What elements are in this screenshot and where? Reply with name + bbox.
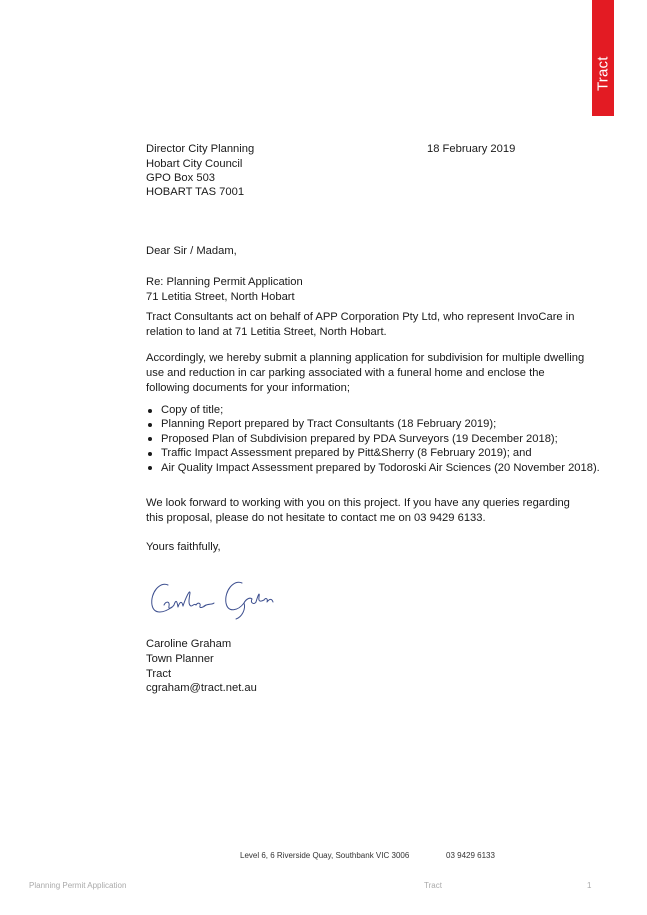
recipient-line: HOBART TAS 7001 (146, 186, 245, 198)
list-item: Copy of title; (146, 403, 600, 417)
signatory-email[interactable]: cgraham@tract.net.au (146, 682, 257, 694)
body-paragraph-1: Tract Consultants act on behalf of APP Corporation Pty Ltd, who represent InvoCare in relation to land at 71 Letitia Street, North Hobart. (146, 311, 575, 338)
footer-company: Tract (424, 881, 442, 890)
footer-document-title: Planning Permit Application (29, 881, 127, 890)
signature (146, 575, 276, 623)
closing: Yours faithfully, (146, 541, 221, 553)
brand-logo-text: Tract (594, 56, 612, 91)
letter-date: 18 February 2019 (427, 143, 516, 155)
recipient-line: GPO Box 503 (146, 172, 216, 184)
subject-line: Re: Planning Permit Application (146, 276, 303, 288)
signatory-title: Town Planner (146, 653, 214, 665)
list-item: Traffic Impact Assessment prepared by Pitt&Sherry (8 February 2019); and (146, 446, 600, 460)
footer-address: Level 6, 6 Riverside Quay, Southbank VIC 3006 (240, 851, 410, 860)
signatory-name: Caroline Graham (146, 638, 232, 650)
body-paragraph-2: Accordingly, we hereby submit a planning application for subdivision for multiple dwelling use and reduction in car parking associated with a funeral home and enclose the following documents for your information; (146, 352, 585, 394)
list-item: Planning Report prepared by Tract Consultants (18 February 2019); (146, 417, 600, 431)
subject-address: 71 Letitia Street, North Hobart (146, 291, 295, 303)
footer-phone: 03 9429 6133 (446, 851, 495, 860)
brand-tab (592, 0, 614, 116)
salutation: Dear Sir / Madam, (146, 245, 237, 257)
page-number: 1 (587, 881, 592, 890)
recipient-line: Hobart City Council (146, 158, 243, 170)
list-item: Proposed Plan of Subdivision prepared by PDA Surveyors (19 December 2018); (146, 432, 600, 446)
signatory-company: Tract (146, 668, 172, 680)
recipient-line: Director City Planning (146, 143, 255, 155)
list-item: Air Quality Impact Assessment prepared by Todoroski Air Sciences (20 November 2018). (146, 461, 600, 475)
enclosed-documents-list (146, 403, 600, 475)
body-paragraph-3: We look forward to working with you on this project. If you have any queries regarding this proposal, please do not hesitate to contact me on 03 9429 6133. (146, 497, 570, 524)
